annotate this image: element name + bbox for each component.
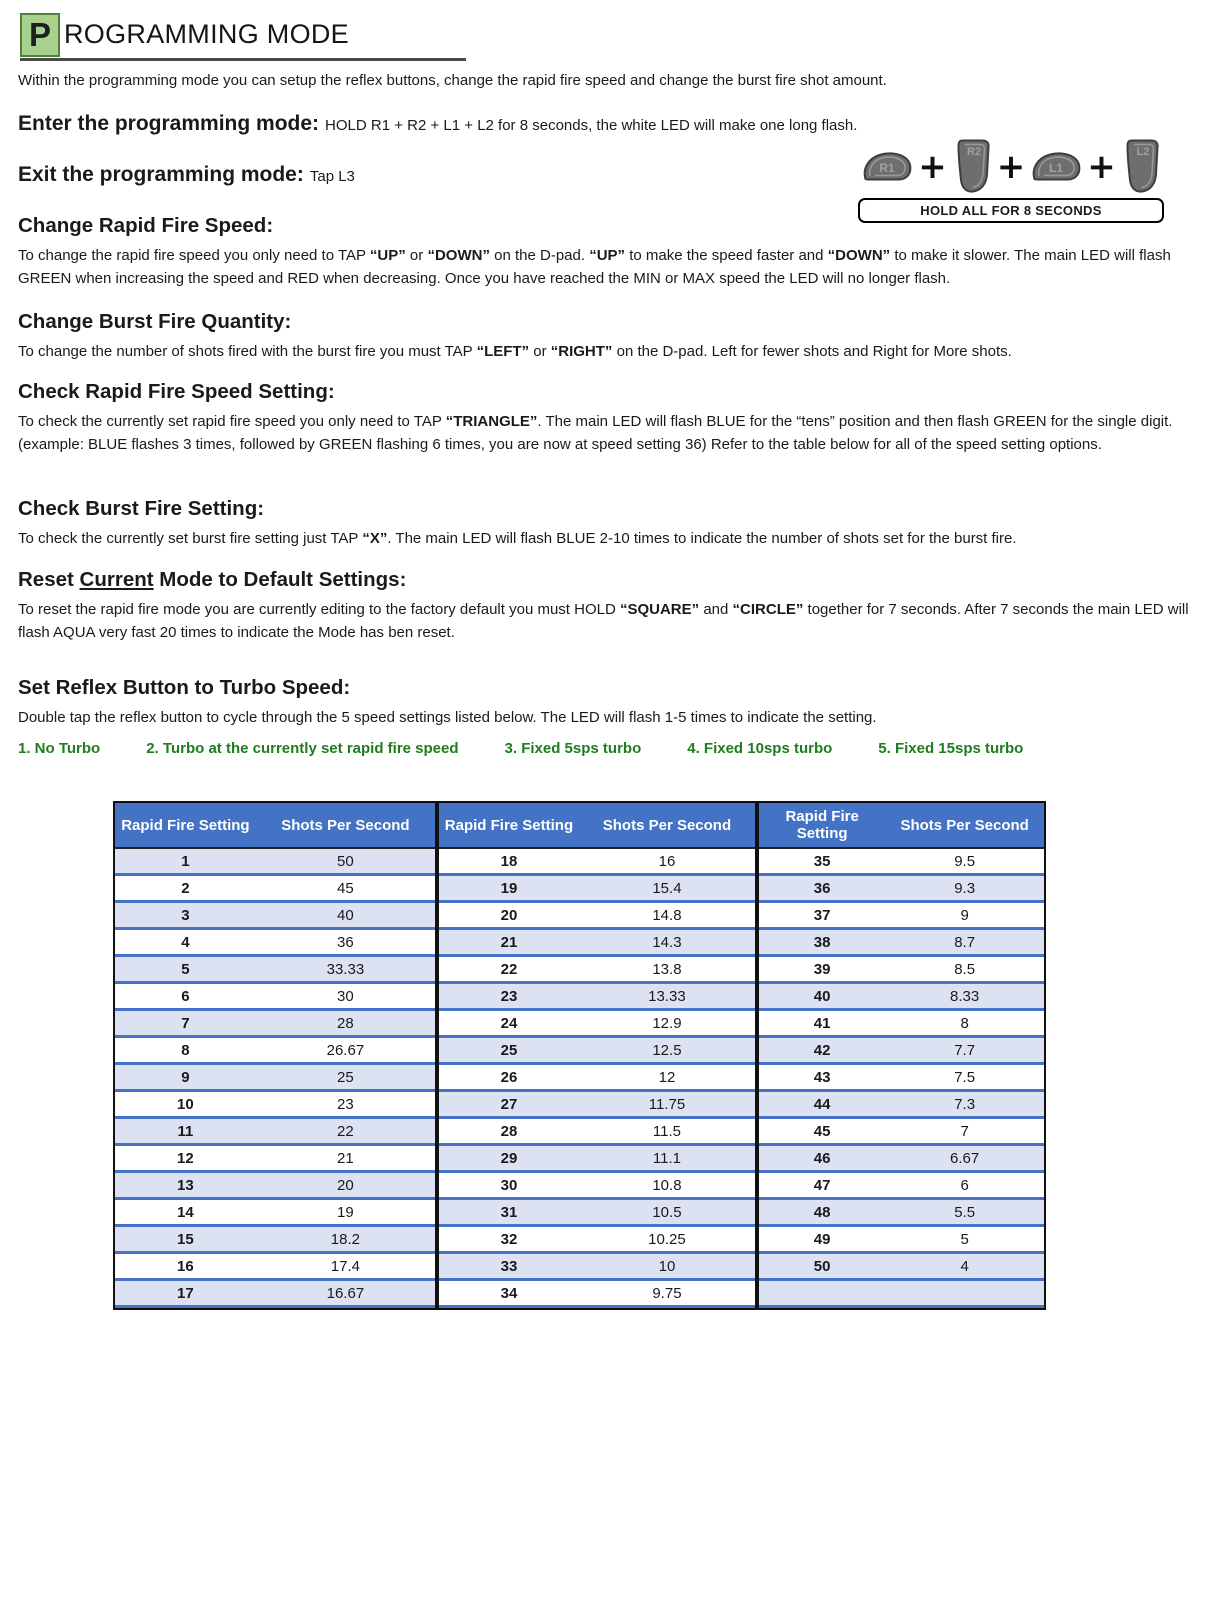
sps-cell: 45 [256,875,435,902]
table-row [115,1118,435,1145]
section-paragraph: To reset the rapid fire mode you are currently editing to the factory default you must HOLD “SQUARE” and “CIRCLE” together for 7 seconds. After 7 seconds the main LED will flash AQUA very fast 20 times to indicate the Mode has ben reset. [18,601,1189,641]
sps-cell: 15.4 [579,875,755,902]
section-heading: Check Rapid Fire Speed Setting: [18,380,335,403]
setting-cell: 31 [437,1199,579,1226]
section-paragraph: To check the currently set rapid fire speed you only need to TAP “TRIANGLE”. The main LED will flash BLUE for the “tens” position and then flash GREEN for the single digit. (example: BLUE flashes 3 times, followed by GREEN flashing 6 times, you are now at speed setting 36) Refer to the table below for all of the speed setting options. [18,413,1173,453]
sps-cell: 26.67 [256,1037,435,1064]
setting-cell: 44 [757,1091,885,1118]
table-row [757,1091,1044,1118]
sps-cell: 40 [256,902,435,929]
table-row [437,902,755,929]
column-header: Rapid Fire Setting [115,803,256,848]
setting-cell: 4 [115,929,256,956]
controller-combo [858,138,1164,223]
setting-cell: 19 [437,875,579,902]
section-heading: Set Reflex Button to Turbo Speed: [18,676,351,699]
setting-cell: 22 [437,956,579,983]
setting-cell: 2 [115,875,256,902]
table-row [437,929,755,956]
table-row [437,1091,755,1118]
sps-cell: 28 [256,1010,435,1037]
hold-all-caption: HOLD ALL FOR 8 SECONDS [858,198,1164,223]
setting-cell: 27 [437,1091,579,1118]
table-row [115,929,435,956]
setting-cell: 14 [115,1199,256,1226]
sps-cell: 12.5 [579,1037,755,1064]
table-row [115,1010,435,1037]
setting-cell: 21 [437,929,579,956]
setting-cell: 33 [437,1253,579,1280]
setting-cell: 41 [757,1010,885,1037]
sps-cell: 7.5 [885,1064,1044,1091]
table-row [757,875,1044,902]
sps-cell: 5 [885,1226,1044,1253]
setting-cell: 3 [115,902,256,929]
sps-cell: 23 [256,1091,435,1118]
table-row [437,1172,755,1199]
sps-cell: 8.5 [885,956,1044,983]
sps-cell: 33.33 [256,956,435,983]
svg-text:L1: L1 [1049,161,1064,175]
section-heading: Change Rapid Fire Speed: [18,214,274,237]
table-row [437,1118,755,1145]
table-row [757,1280,1044,1307]
sps-cell: 36 [256,929,435,956]
sps-cell: 16.67 [256,1280,435,1307]
table-row [757,902,1044,929]
exit-mode-label: Exit the programming mode: [18,163,304,186]
sps-cell: 4 [885,1253,1044,1280]
sps-cell: 12 [579,1064,755,1091]
table-row [437,1253,755,1280]
sps-cell: 8.33 [885,983,1044,1010]
sps-cell: 10.25 [579,1226,755,1253]
setting-cell: 36 [757,875,885,902]
section-heading: Reset Current Mode to Default Settings: [18,568,407,591]
sps-cell: 5.5 [885,1199,1044,1226]
setting-cell: 12 [115,1145,256,1172]
svg-text:R1: R1 [879,161,895,175]
intro-paragraph: Within the programming mode you can setup the reflex buttons, change the rapid fire speed and change the burst fire shot amount. [18,72,887,89]
sps-cell: 7.3 [885,1091,1044,1118]
sps-cell: 14.8 [579,902,755,929]
sps-cell: 50 [256,848,435,875]
sps-cell: 7.7 [885,1037,1044,1064]
speed-table [113,801,1046,1310]
table-row [757,1226,1044,1253]
table-row [757,1172,1044,1199]
sps-cell: 20 [256,1172,435,1199]
setting-cell: 42 [757,1037,885,1064]
r1-button-icon [862,150,912,184]
setting-cell: 26 [437,1064,579,1091]
table-row [757,956,1044,983]
turbo-option: 1. No Turbo [18,739,101,757]
setting-cell: 46 [757,1145,885,1172]
sps-cell: 30 [256,983,435,1010]
setting-cell: 24 [437,1010,579,1037]
exit-mode-text: Tap L3 [309,168,355,185]
section [18,380,1212,456]
section-paragraph: To check the currently set burst fire setting just TAP “X”. The main LED will flash BLUE 2-10 times to indicate the number of shots set for the burst fire. [18,530,1017,547]
sps-cell: 13.8 [579,956,755,983]
table-row [757,1064,1044,1091]
table-row [115,956,435,983]
sps-cell: 21 [256,1145,435,1172]
sps-cell: 10.5 [579,1199,755,1226]
sps-cell: 18.2 [256,1226,435,1253]
setting-cell: 8 [115,1037,256,1064]
setting-cell: 49 [757,1226,885,1253]
sps-cell: 10 [579,1253,755,1280]
controller-combo-icons [858,138,1164,196]
setting-cell: 5 [115,956,256,983]
plus-icon: + [918,147,947,187]
setting-cell [757,1280,885,1307]
column-header: Rapid Fire Setting [437,803,579,848]
table-row [437,956,755,983]
table-row [757,1118,1044,1145]
setting-cell: 18 [500,852,518,870]
table-row [437,875,755,902]
setting-cell: 25 [437,1037,579,1064]
sps-cell: 7 [885,1118,1044,1145]
sps-cell: 25 [256,1064,435,1091]
table-row [757,1145,1044,1172]
setting-cell: 50 [757,1253,885,1280]
sps-cell [885,1280,1044,1307]
setting-cell: 6 [115,983,256,1010]
table-row [757,1199,1044,1226]
section-paragraph: To change the number of shots fired with the burst fire you must TAP “LEFT” or “RIGHT” on the D-pad. Left for fewer shots and Right for More shots. [18,343,1012,360]
sps-cell: 8.7 [885,929,1044,956]
sps-cell: 22 [256,1118,435,1145]
setting-cell: 48 [757,1199,885,1226]
turbo-option: 4. Fixed 10sps turbo [687,739,833,757]
svg-text:R2: R2 [966,146,981,158]
table-row [757,929,1044,956]
setting-cell: 47 [757,1172,885,1199]
sps-cell: 9.75 [579,1280,755,1307]
setting-cell: 43 [757,1064,885,1091]
sps-cell: 14.3 [579,929,755,956]
setting-cell: 37 [757,902,885,929]
sps-cell: 6.67 [885,1145,1044,1172]
table-row [437,1064,755,1091]
column-header: Shots Per Second [256,803,435,848]
sps-cell: 11.1 [579,1145,755,1172]
turbo-options [18,740,1212,757]
table-row [115,1253,435,1280]
table-row [757,1037,1044,1064]
setting-cell: 15 [115,1226,256,1253]
table-row [757,848,1044,875]
speed-table-group [435,803,755,1308]
svg-text:L2: L2 [1136,146,1150,158]
section-heading: Check Burst Fire Setting: [18,497,265,520]
table-row [437,983,755,1010]
setting-cell: 39 [757,956,885,983]
table-row [757,983,1044,1010]
setting-cell: 35 [813,852,831,870]
table-row [115,1199,435,1226]
table-row [115,1145,435,1172]
exit-mode-line [18,163,355,187]
section [18,214,1212,290]
table-row [115,983,435,1010]
speed-table-group [115,803,435,1308]
plus-icon: + [1087,147,1116,187]
enter-mode-line [18,112,857,136]
setting-cell: 10 [115,1091,256,1118]
enter-mode-text: HOLD R1 + R2 + L1 + L2 for 8 seconds, the white LED will make one long flash. [325,117,858,134]
sps-cell: 10.8 [579,1172,755,1199]
table-row [115,1091,435,1118]
sps-cell: 9 [885,902,1044,929]
section [18,568,1212,644]
table-row [115,1172,435,1199]
column-header: Rapid Fire Setting [757,803,885,848]
sps-cell: 9.5 [954,852,976,870]
setting-cell: 9 [115,1064,256,1091]
sps-cell: 11.5 [579,1118,755,1145]
l2-button-icon [1122,138,1160,194]
section-paragraph: Double tap the reflex button to cycle through the 5 speed settings listed below. The LED will flash 1-5 times to indicate the setting. [18,709,877,726]
table-row [115,1280,435,1307]
setting-cell: 17 [115,1280,256,1307]
setting-cell: 20 [437,902,579,929]
turbo-option: 2. Turbo at the currently set rapid fire speed [146,739,459,757]
table-row [437,1145,755,1172]
setting-cell: 34 [437,1280,579,1307]
table-row [115,902,435,929]
turbo-option: 3. Fixed 5sps turbo [504,739,642,757]
plus-icon: + [996,147,1026,187]
column-header: Shots Per Second [885,803,1044,848]
table-row [437,1037,755,1064]
enter-mode-label: Enter the programming mode: [18,112,320,135]
setting-cell: 7 [115,1010,256,1037]
sps-cell: 12.9 [579,1010,755,1037]
sps-cell: 17.4 [256,1253,435,1280]
setting-cell: 1 [115,848,256,875]
setting-cell: 28 [437,1118,579,1145]
setting-cell: 11 [115,1118,256,1145]
setting-cell: 45 [757,1118,885,1145]
setting-cell: 38 [757,929,885,956]
l1-button-icon [1031,150,1081,184]
speed-table-group [755,803,1044,1308]
sps-cell: 9.3 [885,875,1044,902]
page-title: ROGRAMMING MODE [64,19,349,49]
table-row [115,875,435,902]
section-heading: Change Burst Fire Quantity: [18,310,292,333]
r2-button-icon [953,138,991,194]
table-row [437,848,755,875]
column-header: Shots Per Second [579,803,755,848]
table-row [757,1010,1044,1037]
setting-cell: 30 [437,1172,579,1199]
section [18,676,1212,757]
setting-cell: 40 [757,983,885,1010]
setting-cell: 23 [437,983,579,1010]
sps-cell: 19 [256,1199,435,1226]
turbo-option: 5. Fixed 15sps turbo [878,739,1024,757]
table-row [437,1280,755,1307]
title-rule [20,58,466,61]
setting-cell: 32 [437,1226,579,1253]
table-row [437,1199,755,1226]
table-row [115,1226,435,1253]
section-paragraph: To change the rapid fire speed you only need to TAP “UP” or “DOWN” on the D-pad. “UP” to make the speed faster and “DOWN” to make it slower. The main LED will flash GREEN when increasing the speed and RED when decreasing. Once you have reached the MIN or MAX speed the LED will no longer flash. [18,247,1171,287]
table-row [437,1226,755,1253]
setting-cell: 29 [437,1145,579,1172]
sps-cell: 6 [885,1172,1044,1199]
table-row [115,1037,435,1064]
table-row [437,1010,755,1037]
setting-cell: 13 [115,1172,256,1199]
sps-cell: 8 [885,1010,1044,1037]
setting-cell: 16 [115,1253,256,1280]
section [18,497,1212,551]
table-row [115,848,435,875]
table-row [115,1064,435,1091]
table-row [757,1253,1044,1280]
sps-cell: 13.33 [579,983,755,1010]
title-drop-cap: P [20,13,60,57]
sps-cell: 11.75 [579,1091,755,1118]
section [18,310,1212,364]
sps-cell: 16 [658,852,676,870]
